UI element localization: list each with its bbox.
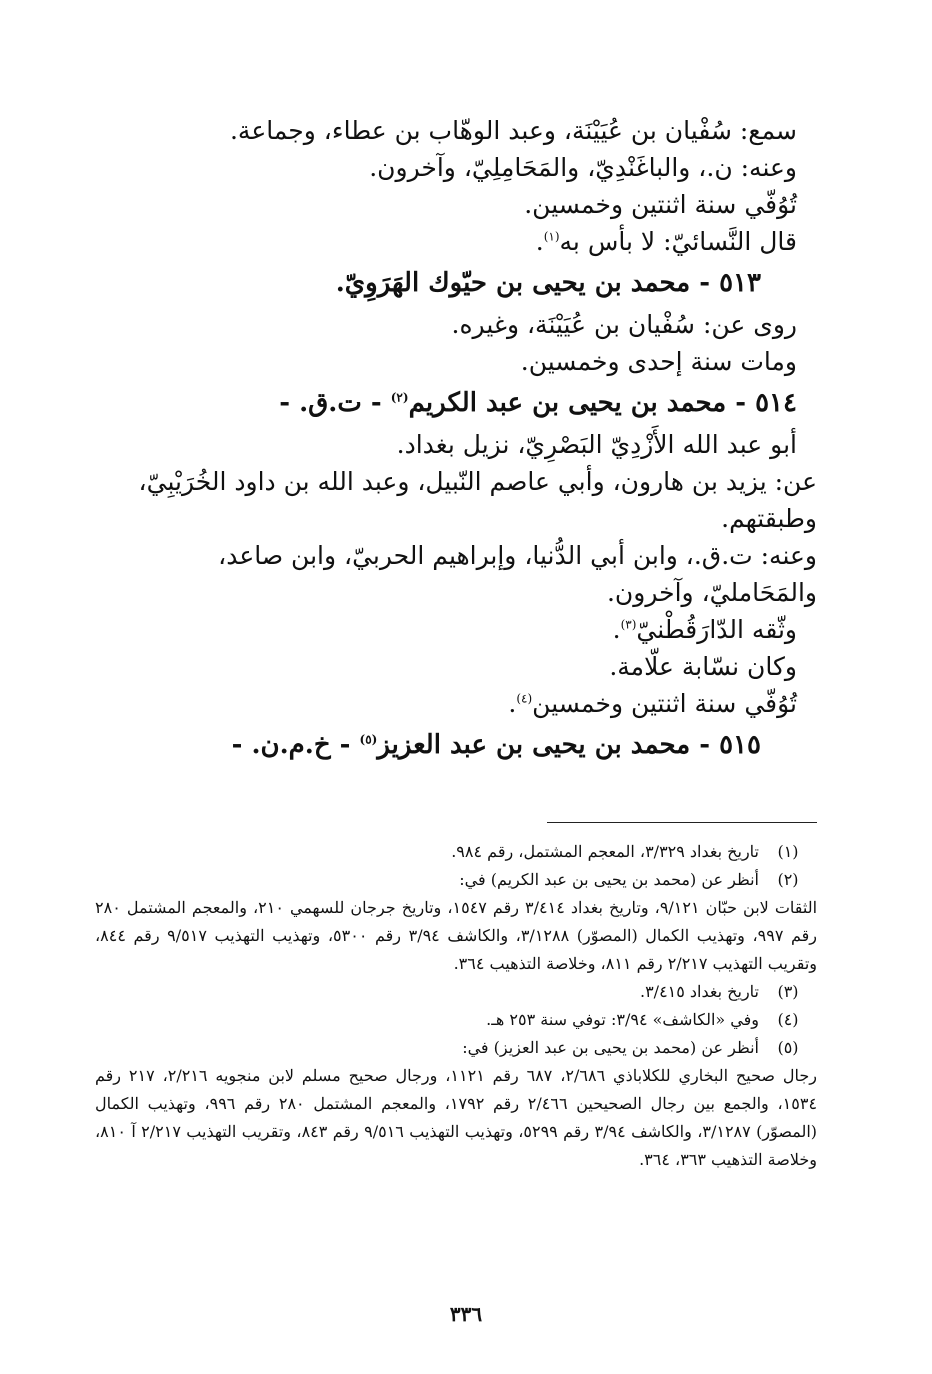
footnote-number: (٢) [777, 870, 799, 889]
footnote-4 [95, 1006, 817, 1034]
entry-heading-514 [95, 384, 817, 422]
footnote-text: تاريخ بغداد ٣/٤١٥. [639, 982, 759, 1001]
footnote-text: أنظر عن (محمد بن يحيى بن عبد الكريم) في: [459, 870, 759, 889]
text-line: وعنه: ت.ق.، وابن أبي الدُّنيا، وإبراهيم الحربيّ، وابن صاعد، والمَحَامليّ، وآخرون. [218, 541, 817, 607]
heading-sigla: - ت.ق. - [279, 388, 391, 418]
text-line: تُوُفّي سنة اثنتين وخمسين. [524, 190, 797, 219]
footnote-ref: (٢) [390, 390, 409, 405]
footnote-ref: (٣) [620, 617, 637, 632]
footnote-number: (٤) [777, 1010, 799, 1029]
heading-sigla: - خ.م.ن. - [231, 730, 360, 760]
footnote-ref: (٥) [359, 732, 378, 747]
footnote-number: (١) [777, 842, 799, 861]
text-line: سمع: سُفْيان بن عُيَيْنَة، وعبد الوهّاب بن عطاء، وجماعة. [229, 116, 797, 145]
footnote-5-body: رجال صحيح البخاري للكلاباذي ٢/٦٨٦، ٦٨٧ رقم ١١٢١، ورجال صحيح مسلم لابن منجويه ٢/٢١٦، ٢١٧ رقم ١٥٣٤، والجمع بين رجال الصحيحين ٢/٤٦٦ رقم ١٧٩٢، والمعجم المشتمل ٢٨٠ رقم ٩٩٦، وتهذيب الكمال (المصوّر) ٣/١٢٨٧، والكاشف ٣/٩٤ رقم ٥٢٩٩، وتهذيب التهذيب ٩/٥١٦ رقم ٨٤٣، وتقريب التهذيب ٢/٢١٧ آ ٨١٠، وخلاصة التذهيب ٣٦٣، ٣٦٤. [95, 1066, 818, 1169]
footnote-text: تاريخ بغداد ٣/٣٢٩، المعجم المشتمل، رقم ٩٨٤. [451, 842, 759, 861]
footnote-number: (٥) [777, 1038, 799, 1057]
text-line: ومات سنة إحدى وخمسين. [520, 347, 797, 376]
footnote-1 [95, 838, 817, 866]
text-line-body: وثّقه الدّارَقُطْنيّ [636, 615, 797, 644]
footnotes [95, 838, 817, 1174]
footnote-2-body: الثقات لابن حبّان ٩/١٢١، وتاريخ بغداد ٣/٤١٤ رقم ١٥٤٧، وتاريخ جرجان للسهمي ٢١٠، والمعجم المشتمل ٢٨٠ رقم ٩٩٧، وتهذيب الكمال (المصوّر) ٣/١٢٨٨، والكاشف ٣/٩٤ رقم ٥٣٠٠، وتهذيب التهذيب ٩/٥١٧ رقم ٨٤٤، وتقريب التهذيب ٢/٢١٧ رقم ٨١١، وخلاصة التذهيب ٣٦٤. [95, 898, 818, 973]
text-line: قال النَّسائيّ: لا بأس به$^{(١)}$. [535, 227, 797, 256]
footnote-text: أنظر عن (محمد بن يحيى بن عبد العزيز) في: [462, 1038, 759, 1057]
entry-heading-515 [95, 726, 817, 764]
footnote-2 [95, 866, 817, 894]
text-line: وكان نسّابة علّامة. [609, 652, 797, 681]
entry-heading-513: ٥١٣ - محمد بن يحيى بن حيّوك الهَرَوِيّ. [335, 268, 761, 298]
footnote-number: (٣) [777, 982, 799, 1001]
main-text [95, 112, 817, 768]
heading-text: ٥١٤ - محمد بن يحيى بن عبد الكريم [408, 388, 797, 418]
footnote-divider [547, 822, 817, 823]
text-line: وعنه: ن.، والباغَنْدِيّ، والمَحَامِلِيّ، وآخرون. [369, 153, 797, 182]
page-number: ٣٣٦ [449, 1302, 483, 1326]
footnote-ref: (١) [543, 229, 560, 244]
text-line-body: تُوُفّي سنة اثنتين وخمسين [532, 689, 797, 718]
text-line: تُوُفّي سنة اثنتين وخمسين$^{(٤)}$. [508, 689, 797, 718]
heading-text: ٥١٥ - محمد بن يحيى بن عبد العزيز [377, 730, 761, 760]
text-line: عن: يزيد بن هارون، وأبي عاصم النّبيل، وعبد الله بن داود الخُرَيْبِيّ، وطبقتهم. [138, 467, 817, 533]
text-line: روى عن: سُفْيان بن عُيَيْنَة، وغيره. [451, 310, 797, 339]
footnote-text: وفي «الكاشف» ٣/٩٤: توفي سنة ٢٥٣ هـ. [486, 1010, 759, 1029]
footnote-3 [95, 978, 817, 1006]
text-line-body: قال النَّسائيّ: لا بأس به [559, 227, 797, 256]
text-line: وثّقه الدّارَقُطْنيّ$^{(٣)}$. [612, 615, 797, 644]
footnote-5 [95, 1034, 817, 1062]
text-line: أبو عبد الله الأَزْدِيّ البَصْرِيّ، نزيل بغداد. [396, 430, 797, 459]
footnote-ref: (٤) [516, 691, 533, 706]
